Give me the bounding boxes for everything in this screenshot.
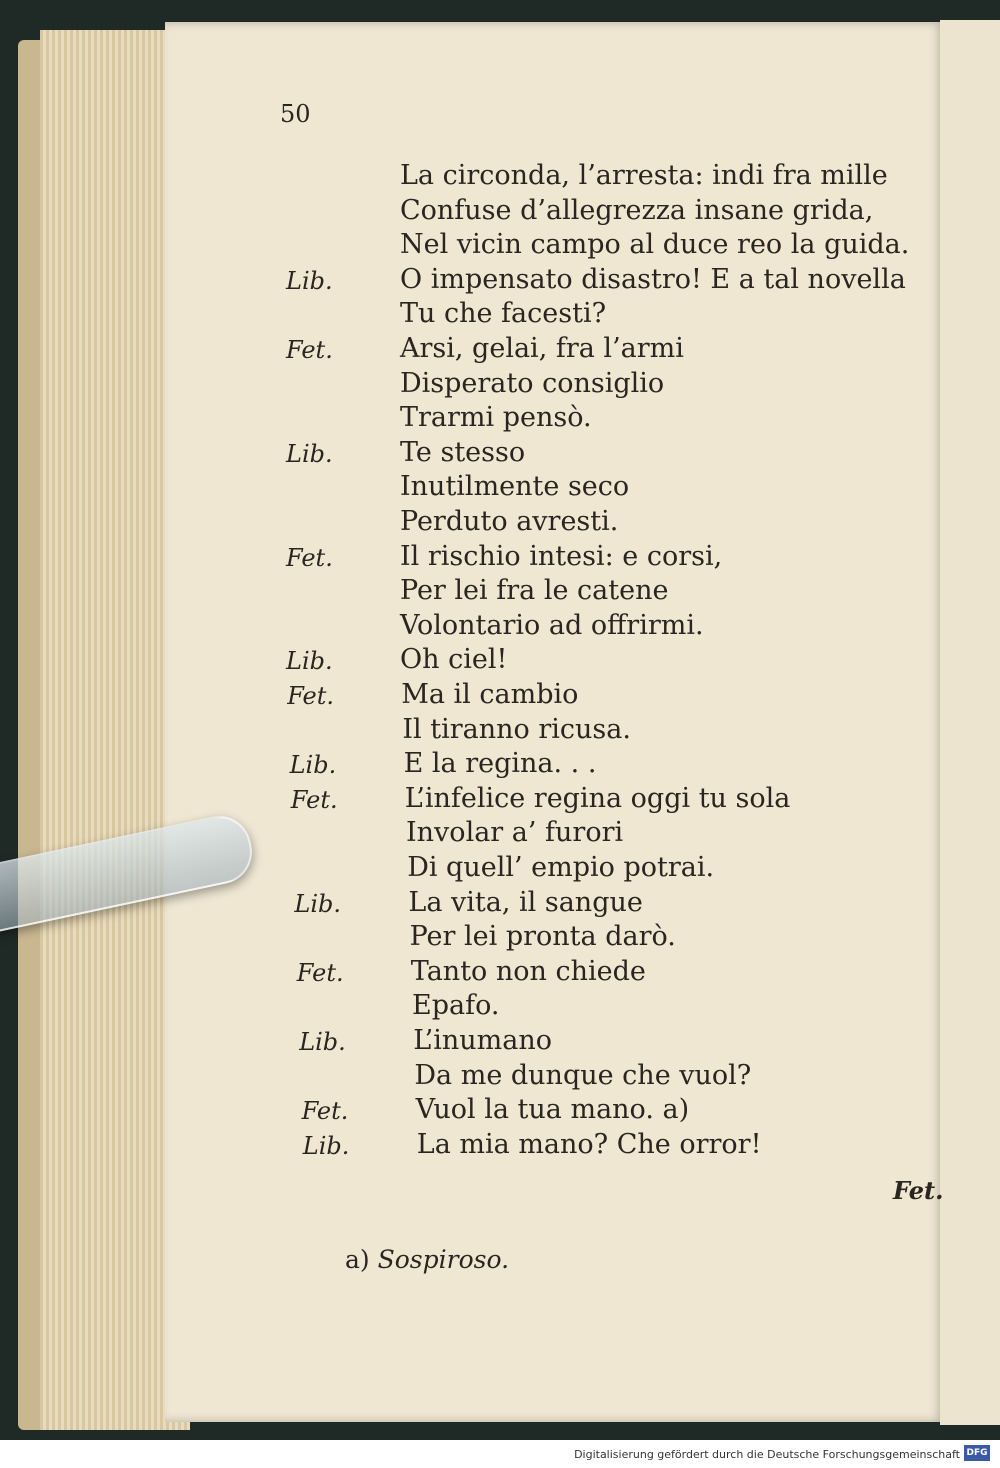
verse-line: L’inumano [413, 1025, 552, 1056]
verse-line: La circonda, l’arresta: indi fra mille [400, 160, 888, 191]
verse-line: Trarmi pensò. [400, 402, 592, 434]
speaker-label: Fet. [290, 785, 338, 814]
verse-line: Vuol la tua mano. a) [415, 1094, 690, 1126]
catchword: Fet. [893, 1176, 944, 1205]
verse-line: Inutilmente seco [400, 471, 630, 503]
verse-line: L’infelice regina oggi tu sola [404, 782, 791, 814]
facing-page-edge [940, 20, 1000, 1425]
verse-line: La vita, il sangue [408, 886, 643, 918]
verse-line: Da me dunque che vuol? [414, 1059, 752, 1091]
verse-line: Il rischio intesi: e corsi, [400, 540, 723, 572]
verse-line: Confuse d’allegrezza insane grida, [400, 194, 874, 226]
speaker-label: Fet. [286, 336, 333, 364]
verse-line: Nel vicin campo al duce reo la guida. [400, 229, 910, 261]
speaker-label: Lib. [289, 751, 337, 780]
speaker-label: Fet. [296, 958, 344, 987]
verse-line: Per lei pronta darò. [409, 921, 676, 953]
footnote [345, 1245, 509, 1274]
footnote-text: Sospiroso. [377, 1245, 510, 1274]
verse-line: Disperato consiglio [400, 367, 665, 399]
speaker-label: Lib. [299, 1028, 346, 1056]
verse-line: Perduto avresti. [400, 506, 619, 537]
verse-line: Ma il cambio [401, 679, 579, 710]
verse-line: O impensato disastro! E a tal novella [400, 263, 906, 295]
speaker-label: Lib. [302, 1131, 350, 1160]
verse-line: Per lei fra le catene [400, 575, 669, 607]
page-number: 50 [280, 100, 311, 128]
speaker-label: Fet. [286, 543, 333, 572]
verse-line: Volontario ad offrirmi. [400, 609, 704, 641]
verse-line: Te stesso [400, 436, 526, 468]
footnote-marker: a) [345, 1245, 370, 1274]
verse-line: Epafo. [412, 990, 500, 1022]
verse-line: Arsi, gelai, fra l’armi [400, 333, 684, 364]
verse-line: Involar a’ furori [406, 817, 624, 849]
speaker-label: Lib. [286, 266, 333, 295]
speaker-label: Lib. [286, 647, 333, 676]
footer-credit: Digitalisierung gefördert durch die Deutsche Forschungsgemeinschaft [574, 1448, 960, 1461]
verse-line: La mia mano? Che orror! [416, 1128, 762, 1160]
verse-line: Tanto non chiede [410, 955, 646, 987]
verse-line: Il tiranno ricusa. [402, 713, 631, 745]
dfg-logo: DFG [964, 1445, 990, 1461]
verse-line: Tu che facesti? [400, 298, 607, 330]
verse-line: E la regina. . . [403, 748, 597, 780]
verse-line: Di quell’ empio potrai. [407, 852, 715, 883]
speaker-label: Lib. [286, 439, 333, 468]
speaker-label: Lib. [294, 889, 341, 918]
verse-line: Oh ciel! [400, 644, 508, 676]
speaker-label: Fet. [301, 1097, 349, 1126]
speaker-label: Fet. [287, 682, 335, 710]
